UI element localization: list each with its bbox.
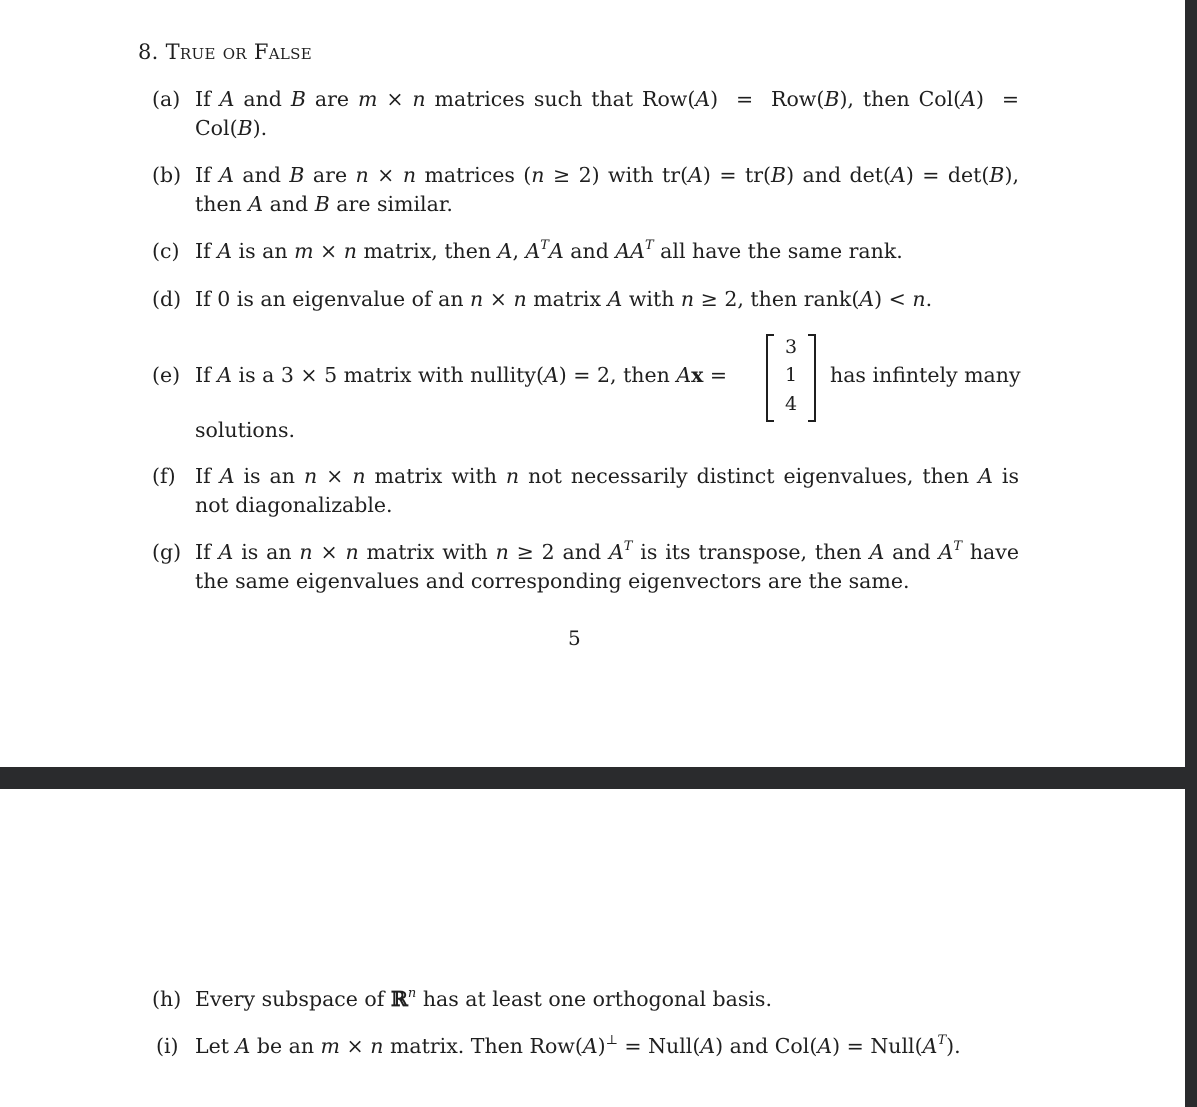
- item-label: (e): [152, 363, 181, 387]
- vector-matrix: [766, 334, 816, 420]
- page-separator: [0, 767, 1185, 789]
- item-e-tail: has infintely many: [830, 363, 1021, 387]
- item-label: (i): [156, 1034, 179, 1058]
- item-label: (f): [152, 464, 176, 488]
- item-label: (d): [152, 287, 182, 311]
- item-text: If 0 is an eigenvalue of an n × n matrix A with n ≥ 2, then rank(A) < n.: [195, 287, 933, 311]
- item-label: (b): [152, 163, 182, 187]
- item-text: If A is an m × n matrix, then A, $A^TA$ and $AA^T$ all have the same rank.: [195, 238, 903, 263]
- page-bottom: [0, 789, 1185, 1107]
- item-label: (a): [152, 87, 181, 111]
- item-label: (h): [152, 987, 182, 1011]
- right-bracket: [808, 334, 816, 422]
- vector-entry: 3: [784, 336, 798, 358]
- item-text: If A and B are n × n matrices (n ≥ 2) with tr(A) = tr(B) and det(A) = det(B), then A and B are similar.: [195, 163, 1019, 216]
- problem-title: True or False: [165, 40, 312, 64]
- item-text: If A is a 3 × 5 matrix with nullity(A) = 2, then Ax =: [195, 363, 728, 387]
- item-label: (g): [152, 540, 182, 564]
- viewer-edge: [1185, 0, 1197, 1107]
- problem-number: 8.: [138, 40, 159, 64]
- item-text: If A and B are m × n matrices such that Row(A) = Row(B), then Col(A) = Col(B).: [195, 87, 1020, 140]
- problem-heading: [138, 40, 312, 64]
- page-number: 5: [568, 626, 581, 650]
- vector-entry: 1: [784, 364, 798, 386]
- left-bracket: [766, 334, 774, 422]
- vector-entry: 4: [784, 393, 798, 415]
- item-label: (c): [152, 239, 180, 263]
- item-text: Let A be an m × n matrix. Then Row(A)⊥ = Null(A) and $Col(A) = Null(A^T)$.: [195, 1033, 961, 1058]
- item-text: If A is an n × n matrix with n not necessarily distinct eigenvalues, then A is not diagonalizable.: [195, 464, 1020, 517]
- item-text: Every subspace of ℝ$^n$ has at least one orthogonal basis.: [195, 986, 772, 1011]
- item-text: solutions.: [195, 418, 295, 442]
- item-text: If A is an n × n matrix with n ≥ 2 and $A^T$ is its transpose, then A and $A^T$ have the same eigenvalues and corresponding eigenvectors are the same.: [195, 539, 1019, 593]
